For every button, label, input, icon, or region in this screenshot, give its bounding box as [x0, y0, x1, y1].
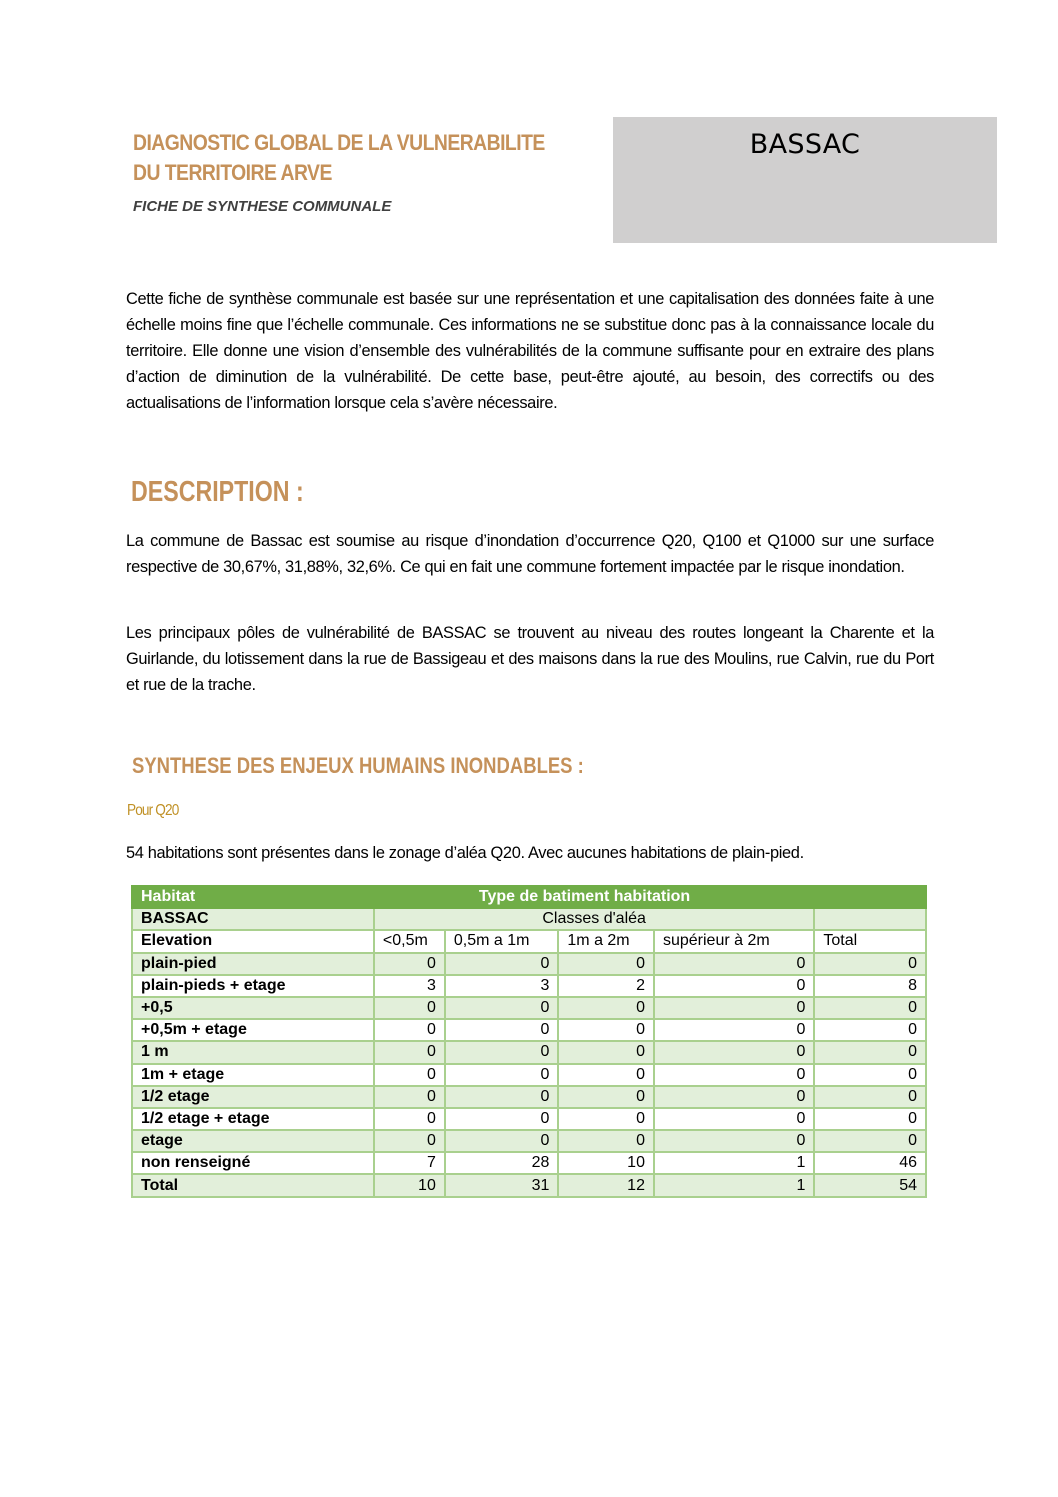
table-total-row — [132, 1174, 926, 1196]
cell: 0 — [558, 1019, 654, 1041]
cell: 12 — [558, 1174, 654, 1196]
row-label: 1/2 etage + etage — [132, 1108, 374, 1130]
column-header: supérieur à 2m — [654, 930, 814, 952]
cell: 0 — [814, 1019, 926, 1041]
cell: 0 — [654, 1064, 814, 1086]
cell: 0 — [654, 1130, 814, 1152]
cell: 0 — [374, 1064, 445, 1086]
table-row — [132, 1041, 926, 1063]
cell: 1 — [654, 1174, 814, 1196]
cell: 0 — [558, 1086, 654, 1108]
description-heading: DESCRIPTION : — [131, 476, 304, 508]
cell: 28 — [445, 1152, 559, 1174]
cell: 1 — [654, 1152, 814, 1174]
cell: 10 — [374, 1174, 445, 1196]
commune-label: BASSAC — [132, 908, 374, 930]
empty-cell — [814, 908, 926, 930]
column-header: <0,5m — [374, 930, 445, 952]
cell: 0 — [445, 1108, 559, 1130]
table-row — [132, 1064, 926, 1086]
table-header-row — [132, 886, 926, 908]
row-label: plain-pieds + etage — [132, 975, 374, 997]
cell: 0 — [558, 1130, 654, 1152]
cell: 0 — [558, 1064, 654, 1086]
cell: 0 — [374, 1019, 445, 1041]
elevation-label: Elevation — [132, 930, 374, 952]
header-type-batiment: Type de batiment habitation — [374, 886, 926, 908]
cell: 0 — [654, 953, 814, 975]
cell: 0 — [814, 997, 926, 1019]
cell: 0 — [814, 1041, 926, 1063]
table-commune-row — [132, 908, 926, 930]
cell: 0 — [374, 1041, 445, 1063]
cell: 2 — [558, 975, 654, 997]
table-row — [132, 1086, 926, 1108]
cell: 3 — [445, 975, 559, 997]
document-title-block — [133, 128, 601, 215]
synthese-subheading: Pour Q20 — [127, 802, 179, 819]
row-label: non renseigné — [132, 1152, 374, 1174]
cell: 0 — [814, 1130, 926, 1152]
cell: 0 — [654, 1086, 814, 1108]
column-header: 1m a 2m — [558, 930, 654, 952]
cell: 10 — [558, 1152, 654, 1174]
cell: 0 — [814, 1108, 926, 1130]
intro-paragraph: Cette fiche de synthèse communale est basée sur une représentation et une capitalisation des données faite à une échelle moins fine que l’échelle communale. Ces informations ne se substitue donc pas à la connaissance locale du territoire. Elle donne une vision d’ensemble des vulnérabilités de la commune suffisante pour en extraire des plans d’action de diminution de la vulnérabilité. De cette base, peut-être ajouté, au besoin, des correctifs ou des actualisations de l’information lorsque cela s’avère nécessaire. — [126, 290, 934, 412]
cell: 0 — [654, 1041, 814, 1063]
row-label: +0,5 — [132, 997, 374, 1019]
row-label: plain-pied — [132, 953, 374, 975]
row-label: etage — [132, 1130, 374, 1152]
cell: 0 — [558, 997, 654, 1019]
table-column-header-row — [132, 930, 926, 952]
cell: 0 — [814, 1086, 926, 1108]
table-row — [132, 997, 926, 1019]
column-header: 0,5m a 1m — [445, 930, 559, 952]
cell: 3 — [374, 975, 445, 997]
cell: 0 — [558, 1108, 654, 1130]
cell: 0 — [445, 1041, 559, 1063]
cell: 8 — [814, 975, 926, 997]
table-row — [132, 975, 926, 997]
cell: 0 — [814, 953, 926, 975]
header-habitat: Habitat — [132, 886, 374, 908]
row-label: 1/2 etage — [132, 1086, 374, 1108]
cell: 0 — [654, 975, 814, 997]
row-label: 1m + etage — [132, 1064, 374, 1086]
synthese-summary: 54 habitations sont présentes dans le zonage d’aléa Q20. Avec aucunes habitations de plain-pied. — [126, 844, 804, 862]
synthese-heading: SYNTHESE DES ENJEUX HUMAINS INONDABLES : — [132, 753, 584, 778]
cell: 0 — [814, 1064, 926, 1086]
habitation-table — [131, 885, 927, 1198]
table-row — [132, 1108, 926, 1130]
cell: 0 — [374, 953, 445, 975]
description-paragraph-1: La commune de Bassac est soumise au risque d’inondation d’occurrence Q20, Q100 et Q1000 sur une surface respective de 30,67%, 31,88%, 32,6%. Ce qui en fait une commune fortement impactée par le risque inondation. — [126, 532, 934, 576]
cell: 0 — [558, 1041, 654, 1063]
document-title-line1: DIAGNOSTIC GLOBAL DE LA VULNERABILITE — [133, 130, 545, 155]
cell: 31 — [445, 1174, 559, 1196]
cell: 0 — [654, 997, 814, 1019]
cell: 0 — [445, 997, 559, 1019]
cell: 0 — [374, 997, 445, 1019]
description-paragraph-2: Les principaux pôles de vulnérabilité de BASSAC se trouvent au niveau des routes longeant la Charente et la Guirlande, du lotissement dans la rue de Bassigeau et des maisons dans la rue des Moulins, rue Calvin, rue du Port et rue de la trache. — [126, 624, 934, 694]
column-header: Total — [814, 930, 926, 952]
classes-alea-label: Classes d'aléa — [374, 908, 815, 930]
cell: 0 — [374, 1108, 445, 1130]
cell: 0 — [445, 1064, 559, 1086]
row-label: Total — [132, 1174, 374, 1196]
table-row — [132, 1019, 926, 1041]
cell: 0 — [445, 1086, 559, 1108]
cell: 0 — [445, 1130, 559, 1152]
cell: 0 — [374, 1086, 445, 1108]
table-row — [132, 953, 926, 975]
cell: 0 — [558, 953, 654, 975]
commune-box — [613, 117, 997, 243]
commune-name: BASSAC — [749, 129, 861, 160]
cell: 0 — [445, 1019, 559, 1041]
table-row — [132, 1130, 926, 1152]
cell: 0 — [445, 953, 559, 975]
document-title-line2: DU TERRITOIRE ARVE — [133, 160, 332, 185]
cell: 0 — [654, 1108, 814, 1130]
cell: 54 — [814, 1174, 926, 1196]
cell: 0 — [654, 1019, 814, 1041]
row-label: +0,5m + etage — [132, 1019, 374, 1041]
cell: 7 — [374, 1152, 445, 1174]
cell: 46 — [814, 1152, 926, 1174]
table-row — [132, 1152, 926, 1174]
cell: 0 — [374, 1130, 445, 1152]
row-label: 1 m — [132, 1041, 374, 1063]
document-subtitle: FICHE DE SYNTHESE COMMUNALE — [133, 198, 392, 215]
